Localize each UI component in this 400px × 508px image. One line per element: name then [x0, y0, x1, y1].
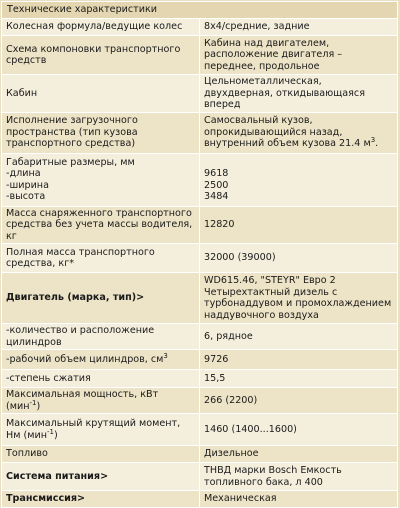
value-line: 9618 [204, 168, 229, 179]
row-label [2, 350, 200, 370]
row-value: 266 (2200) [200, 388, 398, 414]
label-suffix: ) [53, 429, 58, 441]
value-text: Самосвальный кузов, опрокидывающийся назад, внутренний объем кузова 21.4 м [204, 115, 371, 150]
table-row [2, 388, 398, 414]
label-text: Максимальная мощность, кВт (мин [6, 389, 159, 412]
row-value: 1460 (1400...1600) [200, 414, 398, 446]
row-label: Система питания> [2, 463, 200, 491]
row-label [2, 414, 200, 446]
row-value: 8х4/средние, задние [200, 19, 398, 36]
label-line: -ширина [6, 179, 49, 191]
table-row [2, 19, 398, 36]
row-value [200, 112, 398, 153]
value-line: 2500 [204, 179, 229, 191]
label-line: -высота [6, 191, 46, 202]
row-value: Цельнометаллическая, двухдверная, откидывающаяся вперед [200, 75, 398, 113]
row-label: Топливо [2, 446, 200, 463]
row-value: 12820 [200, 206, 398, 244]
table-row [2, 244, 398, 273]
row-label: Колесная формула/ведущие колес [2, 19, 200, 36]
table-row [2, 414, 398, 446]
row-value: ТНВД марки Bosch Емкость топливного бака, л 400 [200, 463, 398, 491]
label-line: Габаритные размеры, мм [6, 156, 135, 168]
row-label: Кабин [2, 75, 200, 113]
row-label [2, 388, 200, 414]
row-label [2, 153, 200, 206]
row-label: Масса снаряженного транспортного средства без учета массы водителя, кг [2, 206, 200, 244]
superscript: -1 [29, 398, 37, 407]
table-title: Технические характеристики [2, 2, 398, 19]
row-value: 9726 [200, 350, 398, 370]
value-suffix: . [375, 138, 379, 150]
row-label: Трансмиссия> [2, 491, 200, 508]
row-value: Дизельное [200, 446, 398, 463]
row-value: 6, рядное [200, 324, 398, 350]
row-value: Кабина над двигателем, расположение двигателя – переднее, продольное [200, 36, 398, 75]
label-suffix: ) [36, 400, 41, 412]
value-line: 3484 [204, 191, 229, 202]
row-value: Механическая [200, 491, 398, 508]
row-value: 32000 (39000) [200, 244, 398, 273]
row-label: Двигатель (марка, тип)> [2, 273, 200, 324]
row-value [200, 153, 398, 206]
table-row [2, 273, 398, 324]
superscript: -1 [47, 427, 54, 436]
row-label: -количество и расположение цилиндров [2, 324, 200, 350]
table-row [2, 446, 398, 463]
label-text: -рабочий объем цилиндров, см [6, 353, 164, 365]
row-label: -степень сжатия [2, 370, 200, 388]
row-value: 15,5 [200, 370, 398, 388]
table-row [2, 36, 398, 75]
row-value: WD615.46, "STEYR" Евро 2 Четырехтактный дизель с турбонаддувом и промохлаждением наддувочного воздуха [200, 273, 398, 324]
table-row [2, 370, 398, 388]
table-row [2, 324, 398, 350]
table-row [2, 153, 398, 206]
specs-table [1, 1, 398, 508]
row-label: Полная масса транспортного средства, кг* [2, 244, 200, 273]
row-label: Схема компоновки транспортного средств [2, 36, 200, 75]
label-text: Максимальный крутящий момент, Нм (мин [6, 418, 181, 441]
row-label: Исполнение загрузочного пространства (тип кузова транспортного средства) [2, 112, 200, 153]
table-row [2, 112, 398, 153]
table-header-row [2, 2, 398, 19]
superscript: 3 [370, 136, 376, 145]
table-row [2, 75, 398, 113]
table-row [2, 491, 398, 508]
superscript: 3 [163, 351, 168, 360]
table-row [2, 350, 398, 370]
value-line [204, 157, 393, 169]
label-line: -длина [6, 168, 41, 179]
table-row [2, 206, 398, 244]
